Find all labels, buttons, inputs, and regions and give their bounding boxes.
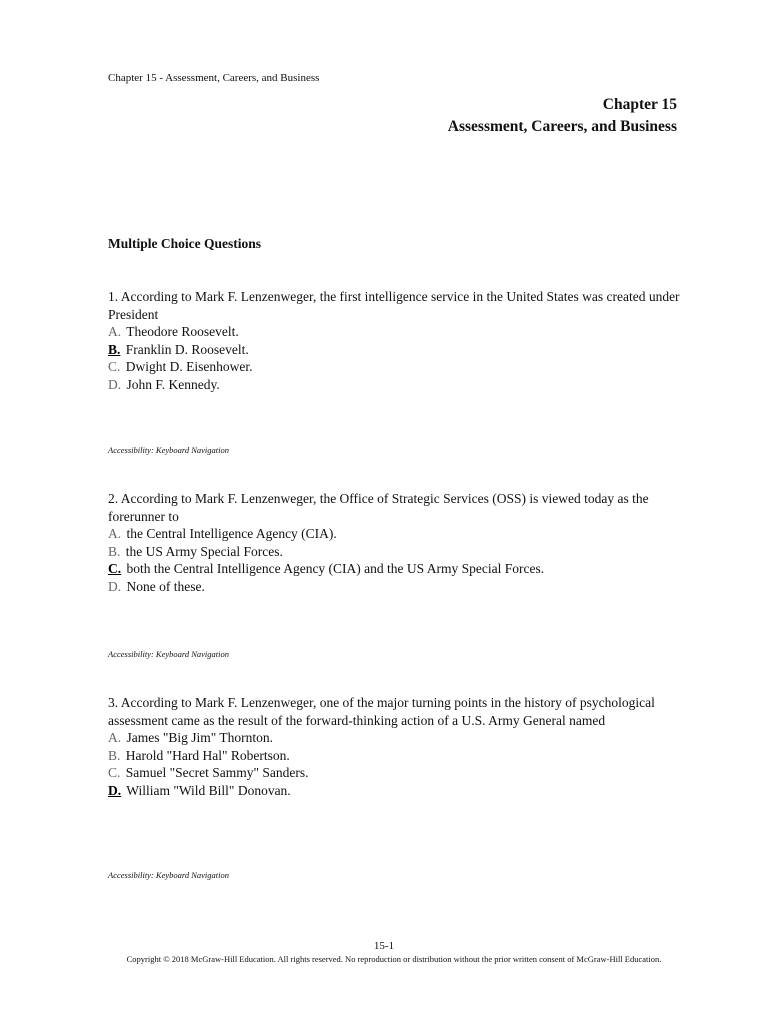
running-header: Chapter 15 - Assessment, Careers, and Business <box>108 72 320 84</box>
choice-b-correct <box>108 341 680 359</box>
copyright-notice: Copyright © 2018 McGraw-Hill Education. All rights reserved. No reproduction or distribution without the prior written consent of McGraw-Hill Education. <box>126 954 662 964</box>
choice-b <box>108 543 680 561</box>
correct-choice-letter: D. <box>108 782 122 798</box>
choice-text: Franklin D. Roosevelt. <box>125 341 249 357</box>
question-stem: 1. According to Mark F. Lenzenweger, the first intelligence service in the United States was created under President <box>108 289 680 322</box>
question-1 <box>108 288 680 393</box>
page-number: 15-1 <box>373 940 395 952</box>
choice-text: None of these. <box>126 578 205 594</box>
choice-letter: B. <box>108 543 121 559</box>
choice-text: Dwight D. Eisenhower. <box>125 359 253 374</box>
accessibility-note: Accessibility: Keyboard Navigation <box>108 870 230 880</box>
choice-c <box>108 764 680 782</box>
choice-a <box>108 729 680 747</box>
question-stem: 3. According to Mark F. Lenzenweger, one of the major turning points in the history of psychological assessment came as the result of the forward-thinking action of a U.S. Army General named <box>108 695 655 728</box>
choice-letter: D. <box>108 578 122 594</box>
choice-letter: A. <box>108 730 122 745</box>
choice-b <box>108 747 680 765</box>
question-2 <box>108 490 680 595</box>
choice-text: the Central Intelligence Agency (CIA). <box>126 526 337 541</box>
choice-text: Harold "Hard Hal" Robertson. <box>125 747 290 763</box>
choice-letter: C. <box>108 359 121 374</box>
choice-text: James "Big Jim" Thornton. <box>126 730 274 745</box>
question-3 <box>108 694 680 799</box>
choice-d <box>108 578 680 596</box>
choice-c-correct <box>108 560 680 578</box>
choice-text: Theodore Roosevelt. <box>126 324 239 339</box>
choice-a <box>108 323 680 341</box>
choice-text: Samuel "Secret Sammy" Sanders. <box>125 765 309 780</box>
choice-letter: D. <box>108 376 122 392</box>
choice-text: John F. Kennedy. <box>126 376 220 392</box>
choice-letter: C. <box>108 765 121 780</box>
choice-letter: A. <box>108 526 122 541</box>
choice-letter: A. <box>108 324 122 339</box>
choice-text: William "Wild Bill" Donovan. <box>126 782 291 798</box>
accessibility-note: Accessibility: Keyboard Navigation <box>108 649 230 659</box>
choice-d <box>108 376 680 394</box>
choice-text: both the Central Intelligence Agency (CIA) and the US Army Special Forces. <box>126 561 545 576</box>
choice-text: the US Army Special Forces. <box>125 543 283 559</box>
correct-choice-letter: B. <box>108 341 121 357</box>
section-heading: Multiple Choice Questions <box>108 236 262 251</box>
chapter-title: Assessment, Careers, and Business <box>447 118 677 135</box>
question-stem: 2. According to Mark F. Lenzenweger, the Office of Strategic Services (OSS) is viewed today as the forerunner to <box>108 491 649 524</box>
choice-c <box>108 358 680 376</box>
chapter-title-block <box>448 94 677 138</box>
accessibility-note: Accessibility: Keyboard Navigation <box>108 445 230 455</box>
choice-letter: B. <box>108 747 121 763</box>
choice-d-correct <box>108 782 680 800</box>
chapter-number: Chapter 15 <box>602 96 677 113</box>
correct-choice-letter: C. <box>108 561 122 576</box>
choice-a <box>108 525 680 543</box>
